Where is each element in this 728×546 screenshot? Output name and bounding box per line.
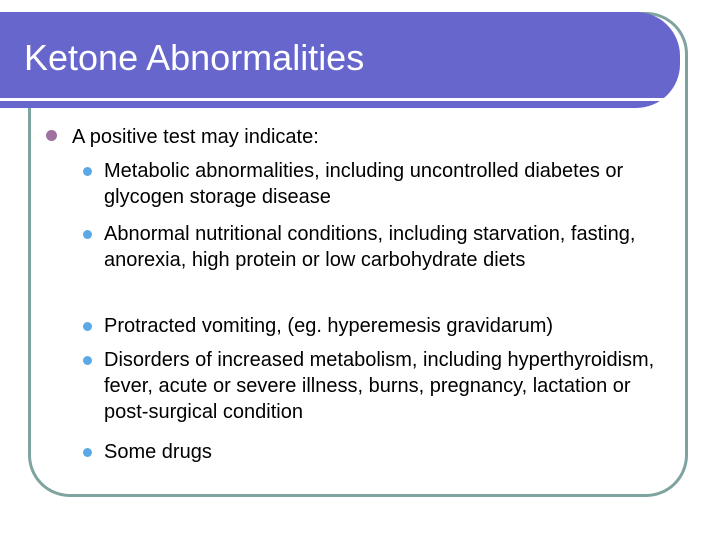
slide-title: Ketone Abnormalities [24, 37, 365, 78]
level2-bullet-icon [83, 356, 92, 365]
level2-bullet-icon [83, 448, 92, 457]
level2-bullet-icon [83, 230, 92, 239]
sub-bullet-vomiting: Protracted vomiting, (eg. hyperemesis gravidarum) [104, 315, 554, 337]
sub-bullet-metabolic: Metabolic abnormalities, including uncontrolled diabetes or glycogen storage disease [104, 160, 624, 208]
level2-bullet-icon [83, 322, 92, 331]
sub-bullet-drugs: Some drugs [104, 441, 212, 463]
bullet-level1: A positive test may indicate: [72, 126, 319, 148]
sub-bullet-nutritional: Abnormal nutritional conditions, including starvation, fasting, anorexia, high protein or low carbohydrate diets [104, 223, 636, 271]
title-divider [0, 98, 674, 101]
level2-bullet-icon [83, 167, 92, 176]
level1-bullet-icon [46, 130, 57, 141]
sub-bullet-metabolism: Disorders of increased metabolism, including hyperthyroidism, fever, acute or severe illness, burns, pregnancy, lactation or post-surgical condition [104, 349, 655, 423]
